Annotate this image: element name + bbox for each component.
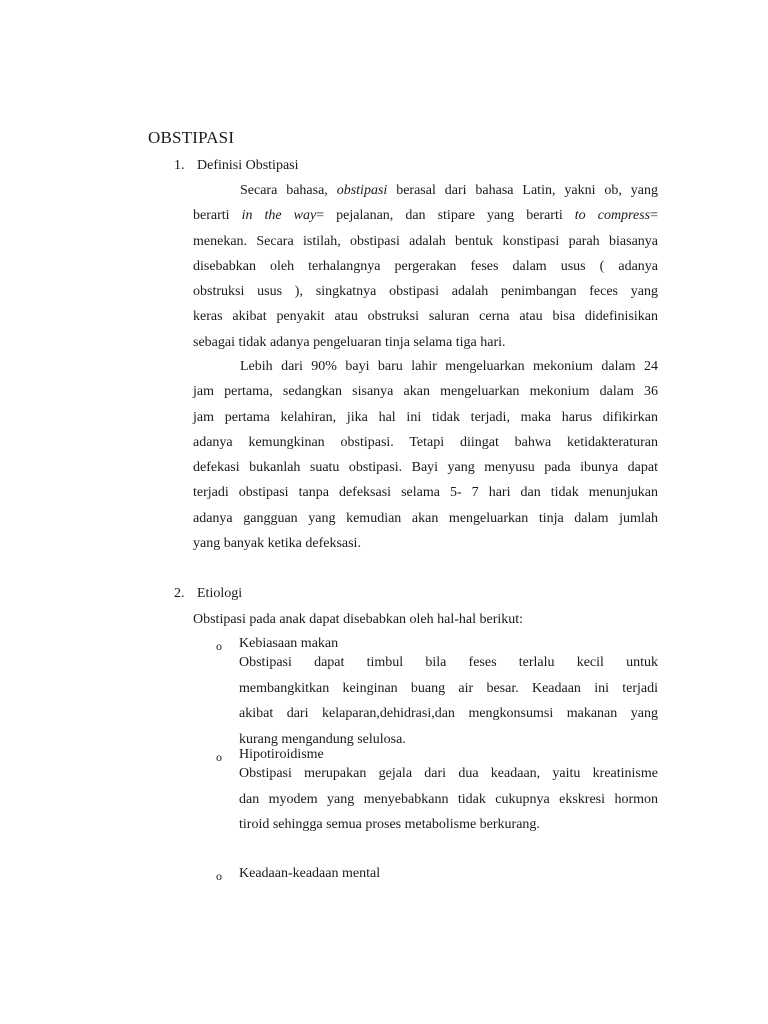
text-line: keras akibat penyakit atau obstruksi saluran cerna atau bisa didefinisikan bbox=[193, 309, 658, 325]
section-2-heading: Etiologi bbox=[197, 586, 243, 601]
text-line: obstruksi usus ), singkatnya obstipasi adalah penimbangan feces yang bbox=[193, 284, 658, 300]
text-line: adanya gangguan yang kemudian akan mengeluarkan tinja dalam jumlah bbox=[193, 510, 658, 526]
etiology-intro: Obstipasi pada anak dapat disebabkan oleh hal-hal berikut: bbox=[193, 612, 524, 627]
definition-paragraph-1 bbox=[193, 178, 658, 355]
section-1-heading: Definisi Obstipasi bbox=[197, 158, 299, 173]
text-line: defekasi bukanlah suatu obstipasi. Bayi yang menyusu pada ibunya dapat bbox=[193, 460, 658, 476]
text-line: jam pertama kelahiran, jika hal ini tidak terjadi, maka harus difikirkan bbox=[193, 409, 658, 425]
text-line: jam pertama, sedangkan sisanya akan mengeluarkan mekonium dalam 36 bbox=[193, 384, 658, 400]
text-line: disebabkan oleh terhalangnya pergerakan feses dalam usus ( adanya bbox=[193, 258, 658, 274]
text-line: akibat dari kelaparan,dehidrasi,dan mengkonsumsi makanan yang bbox=[239, 706, 658, 721]
cause-body-hypothyroidism bbox=[239, 761, 658, 838]
text-line: dan myodem yang menyebabkann tidak cukupnya ekskresi hormon bbox=[239, 791, 658, 807]
text-line: berarti in the way= pejalanan, dan stipare yang berarti to compress= bbox=[193, 208, 658, 224]
text-line: tiroid sehingga semua proses metabolisme berkurang. bbox=[239, 817, 540, 832]
text-line: sebagai tidak adanya pengeluaran tinja selama tiga hari. bbox=[193, 334, 506, 350]
text-line: adanya kemungkinan obstipasi. Tetapi diingat bahwa ketidakteraturan bbox=[193, 434, 658, 450]
definition-paragraph-2 bbox=[193, 354, 658, 556]
text-line: terjadi obstipasi tanpa defeksasi selama 5- 7 hari dan tidak menunjukan bbox=[193, 485, 658, 501]
bullet-marker: o bbox=[216, 639, 222, 653]
cause-heading-hypothyroidism: Hipotiroidisme bbox=[239, 747, 324, 762]
text-line: membangkitkan keinginan buang air besar. Keadaan ini terjadi bbox=[239, 680, 658, 696]
cause-body-diet bbox=[239, 650, 658, 752]
section-1-number: 1. bbox=[174, 158, 185, 173]
section-2-number: 2. bbox=[174, 586, 185, 601]
text-line: yang banyak ketika defeksasi. bbox=[193, 536, 361, 552]
text-line: Lebih dari 90% bayi baru lahir mengeluarkan mekonium dalam 24 bbox=[240, 359, 658, 374]
bullet-marker: o bbox=[216, 750, 222, 764]
text-line: Obstipasi merupakan gejala dari dua keadaan, yaitu kreatinisme bbox=[239, 766, 658, 781]
bullet-marker: o bbox=[216, 869, 222, 883]
text-line: menekan. Secara istilah, obstipasi adalah bentuk konstipasi parah biasanya bbox=[193, 233, 658, 249]
text-line: Obstipasi dapat timbul bila feses terlalu kecil untuk bbox=[239, 655, 658, 670]
text-line: Secara bahasa, obstipasi berasal dari bahasa Latin, yakni ob, yang bbox=[240, 183, 658, 198]
cause-heading-diet: Kebiasaan makan bbox=[239, 636, 339, 651]
page-title: OBSTIPASI bbox=[148, 128, 235, 147]
cause-heading-mental: Keadaan-keadaan mental bbox=[239, 866, 381, 881]
text-line: kurang mengandung selulosa. bbox=[239, 731, 406, 747]
